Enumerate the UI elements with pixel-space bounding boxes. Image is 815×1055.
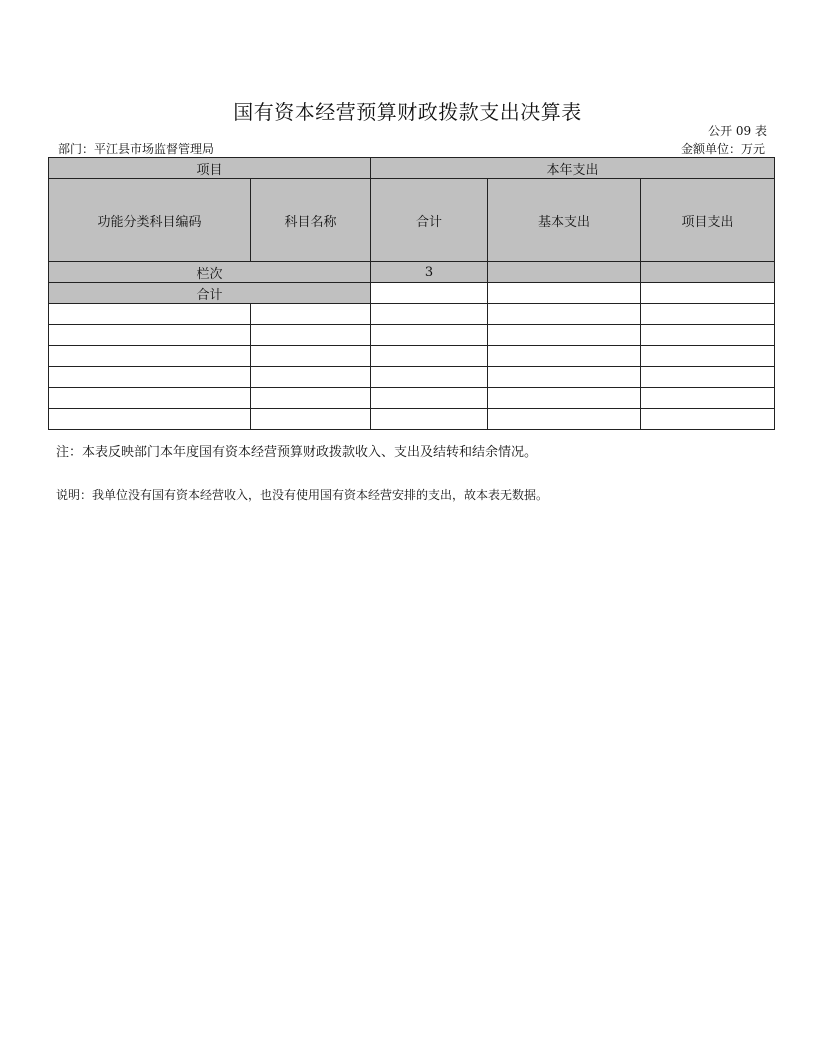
table-cell (488, 304, 641, 325)
table-cell (49, 325, 251, 346)
table-cell (251, 388, 371, 409)
row-index-label: 栏次 (49, 262, 371, 283)
department-label: 部门：平江县市场监督管理局 (58, 142, 215, 156)
table-cell (371, 367, 488, 388)
table-cell (641, 304, 775, 325)
column-header-subject-name: 科目名称 (251, 179, 371, 262)
explanation-text: 说明：我单位没有国有资本经营收入，也没有使用国有资本经营安排的支出，故本表无数据。 (56, 488, 549, 502)
table-cell (488, 388, 641, 409)
table-cell (49, 409, 251, 430)
table-cell (488, 325, 641, 346)
total-cell (488, 283, 641, 304)
table-cell (641, 388, 775, 409)
table-cell (371, 325, 488, 346)
table-row (49, 304, 775, 325)
table-cell (251, 325, 371, 346)
table-row (49, 346, 775, 367)
table-cell (371, 304, 488, 325)
table-cell (488, 409, 641, 430)
table-row (49, 325, 775, 346)
form-number: 公开 09 表 (708, 124, 767, 138)
table-cell (488, 367, 641, 388)
table-cell (488, 346, 641, 367)
report-title: 国有资本经营预算财政拨款支出决算表 (233, 100, 582, 124)
column-header-project-expenditure: 项目支出 (641, 179, 775, 262)
column-header-basic-expenditure: 基本支出 (488, 179, 641, 262)
table-note: 注：本表反映部门本年度国有资本经营预算财政拨款收入、支出及结转和结余情况。 (56, 445, 538, 460)
table-cell (49, 346, 251, 367)
table-row (49, 388, 775, 409)
table-cell (371, 346, 488, 367)
table-cell (641, 346, 775, 367)
table-cell (49, 388, 251, 409)
table-cell (641, 325, 775, 346)
column-header-total: 合计 (371, 179, 488, 262)
row-total-label: 合计 (49, 283, 371, 304)
table-cell (251, 346, 371, 367)
table-cell (49, 367, 251, 388)
index-total: 3 (371, 262, 488, 283)
table-cell (371, 388, 488, 409)
column-header-function-code: 功能分类科目编码 (49, 179, 251, 262)
table-cell (251, 304, 371, 325)
table-cell (251, 367, 371, 388)
index-project (641, 262, 775, 283)
total-cell (641, 283, 775, 304)
total-cell (371, 283, 488, 304)
table-row (49, 367, 775, 388)
amount-unit-label: 金额单位：万元 (680, 142, 765, 156)
header-project: 项目 (49, 158, 371, 179)
table-cell (371, 409, 488, 430)
expenditure-table (48, 157, 775, 430)
table-cell (641, 367, 775, 388)
index-basic (488, 262, 641, 283)
table-cell (251, 409, 371, 430)
table-cell (49, 304, 251, 325)
table-row (49, 409, 775, 430)
table-cell (641, 409, 775, 430)
header-current-year-expenditure: 本年支出 (371, 158, 775, 179)
